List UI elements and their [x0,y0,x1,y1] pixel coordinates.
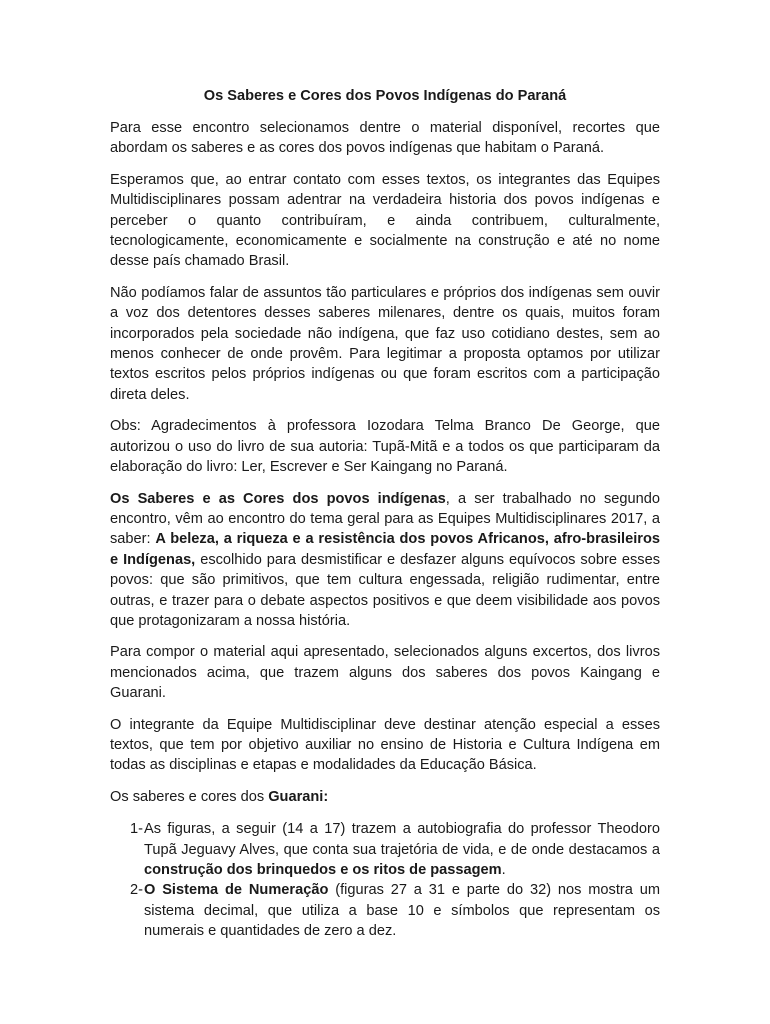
paragraph-indigenous-voice: Não podíamos falar de assuntos tão particulares e próprios dos indígenas sem ouvir a voz dos detentores desses saberes milenares, dentre os quais, muitos foram incorporados pela sociedade não indígena, que faz uso cotidiano destes, sem ao menos conhecer de onde provêm. Para legitimar a proposta optamos por utilizar textos escritos pelos próprios indígenas ou que foram escritos com a participação direta deles. [110,284,660,403]
list-item-number: 2- [130,882,143,899]
guarani-heading-bold: Guarani: [268,788,329,805]
list-item-text: (figuras 27 a 31 e parte do 32) nos mostra um sistema decimal, que utiliza a base 10 e símbolos que representam os numerais e quantidades de zero a dez. [144,882,660,940]
document-title: Os Saberes e Cores dos Povos Indígenas do Paraná [203,88,567,104]
list-item-bold: construção dos brinquedos e os ritos de passagem [144,862,502,878]
paragraph-expectations: Esperamos que, ao entrar contato com esses textos, os integrantes das Equipes Multidisciplinares possam adentrar na verdadeira historia dos povos indígenas e perceber o quanto contribuíram, e ainda contribuem, culturalmente, tecnologicamente, economicamente e socialmente na construção e até no nome desse país chamado Brasil. [110,171,660,270]
list-item-bold: O Sistema de Numeração [144,882,329,899]
list-item [110,880,660,941]
paragraph-acknowledgements: Obs: Agradecimentos à professora Iozodara Telma Branco De George, que autorizou o uso do livro de sua autoria: Tupã-Mitã e a todos os que participaram da elaboração do livro: Ler, Escrever e Ser Kaingang no Paraná. [110,418,660,476]
paragraph-guarani-heading [110,787,660,807]
list-item-text-end: . [501,862,506,878]
paragraph-theme [110,489,660,632]
theme-bold-title: Os Saberes e as Cores dos povos indígenas [110,490,446,507]
guarani-heading-text: Os saberes e cores dos [110,788,269,805]
paragraph-material: Para compor o material aqui apresentado, selecionados alguns excertos, dos livros mencionados acima, que trazem alguns dos saberes dos povos Kaingang e Guarani. [110,644,660,702]
list-item-text: As figuras, a seguir (14 a 17) trazem a autobiografia do professor Theodoro Tupã Jeguavy Alves, que conta sua trajetória de vida, e de onde destacamos a [144,821,660,858]
paragraph-attention: O integrante da Equipe Multidisciplinar deve destinar atenção especial a esses textos, que tem por objetivo auxiliar no ensino de Historia e Cultura Indígena em todas as disciplinas e etapas e modalidades da Educação Básica. [110,716,660,774]
theme-text-1: , a ser trabalhado no segundo encontro, vêm ao encontro do tema geral para as Equipes Multidisciplinares 2017, a saber: [110,490,660,548]
theme-bold-subject: A beleza, a riqueza e a resistência dos povos Africanos, afro-brasileiros e Indígenas, [110,531,660,568]
guarani-list [110,819,660,941]
list-item [110,819,660,880]
paragraph-intro: Para esse encontro selecionamos dentre o material disponível, recortes que abordam os saberes e as cores dos povos indígenas que habitam o Paraná. [110,120,660,157]
list-item-number: 1- [130,821,143,838]
document-page [110,86,660,942]
theme-text-2: escolhido para desmistificar e desfazer alguns equívocos sobre esses povos: que são primitivos, que tem cultura engessada, religião rudimentar, entre outras, e trazer para o debate aspectos positivos e que deem visibilidade aos povos que protagonizaram a nossa história. [110,551,661,629]
